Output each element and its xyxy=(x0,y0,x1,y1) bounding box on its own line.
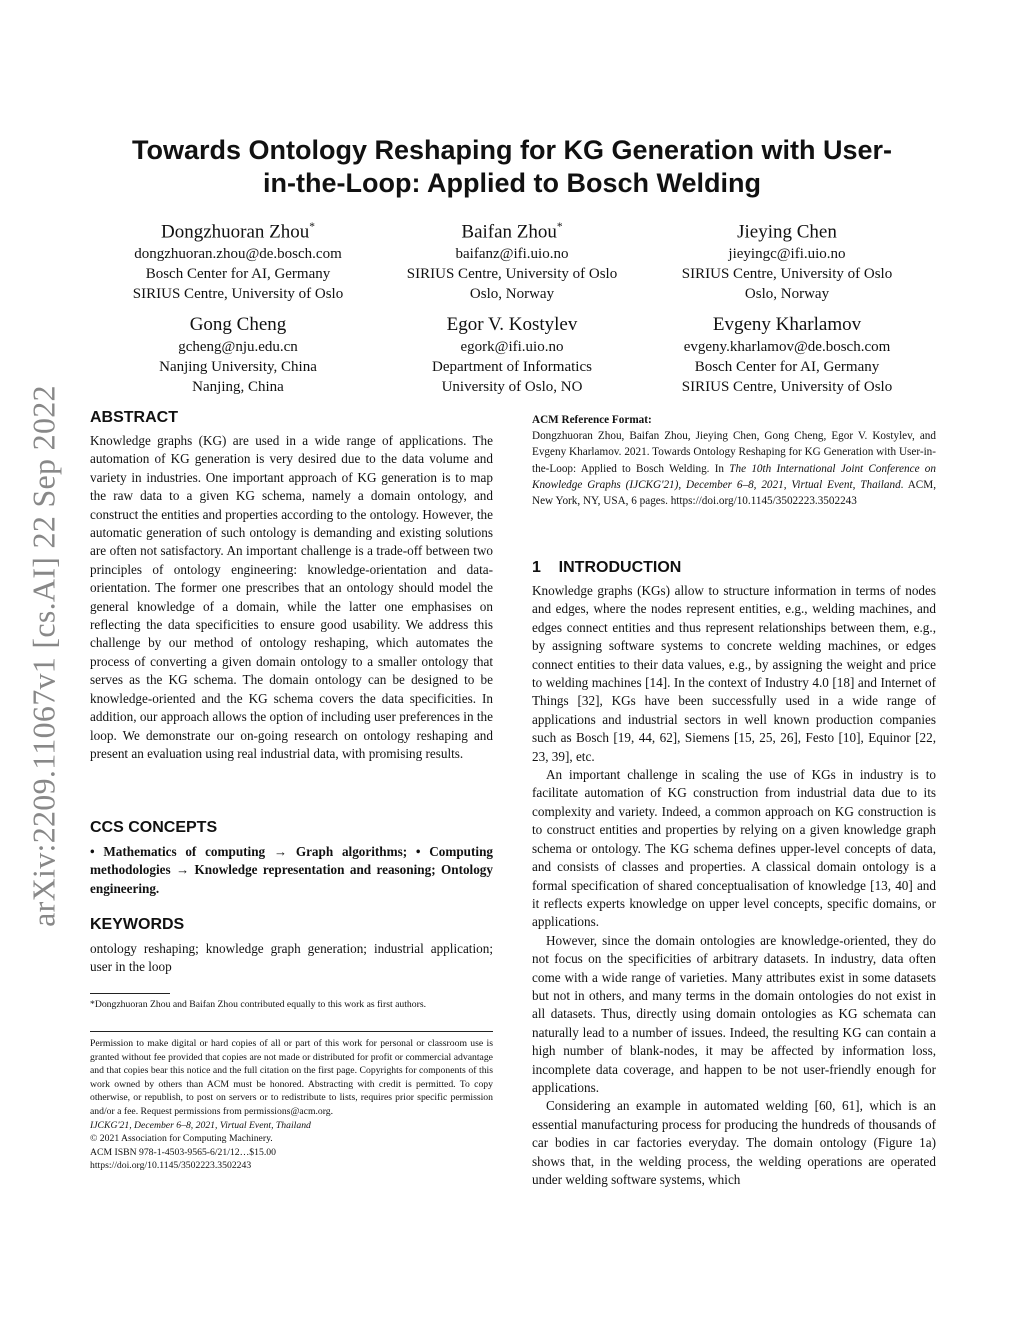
arxiv-stamp: arXiv:2209.11067v1 [cs.AI] 22 Sep 2022 xyxy=(25,385,62,927)
permission-rule xyxy=(90,1031,493,1032)
footnote: *Dongzhuoran Zhou and Baifan Zhou contributed equally to this work as first authors. xyxy=(90,999,427,1010)
author-name: Gong Cheng xyxy=(189,314,287,335)
author-mark: * xyxy=(556,221,563,233)
doi-link[interactable]: https://doi.org/10.1145/3502223.3502243 xyxy=(90,1160,252,1172)
author-block xyxy=(637,215,937,304)
author-name: Egor V. Kostylev xyxy=(446,314,578,335)
author-name: Evgeny Kharlamov xyxy=(712,314,862,335)
ccs-heading: CCS CONCEPTS xyxy=(90,819,218,836)
abstract-heading: ABSTRACT xyxy=(90,409,178,426)
author-affiliation: Oslo, Norway xyxy=(744,286,830,303)
author-block xyxy=(88,313,388,397)
author-affiliation: SIRIUS Centre, University of Oslo xyxy=(681,379,893,395)
author-name: Jieying Chen xyxy=(737,221,837,243)
copyright-line: © 2021 Association for Computing Machinery. xyxy=(90,1133,273,1145)
author-affiliation: Nanjing, China xyxy=(192,379,284,395)
keywords-section xyxy=(90,915,493,977)
permission-text: Permission to make digital or hard copies of all or part of this work for personal or classroom use is granted without fee provided that copies are not made or distributed for profit or commercial advantage and that copies bear this notice and the full citation on the first page. Copyrights for components of this work owned by others than ACM must be honored. Abstracting with credit is permitted. To copy otherwise, or republish, to post on servers or to redistribute to lists, requires prior specific permission and/or a fee. Request permissions from permissions@acm.org. xyxy=(90,1038,493,1117)
author-affiliation: SIRIUS Centre, University of Oslo xyxy=(681,266,893,283)
acm-reference xyxy=(532,412,936,509)
author-name: Dongzhuoran Zhou xyxy=(161,221,310,243)
acm-reference-text: Dongzhuoran Zhou, Baifan Zhou, Jieying Chen, Gong Cheng, Egor V. Kostylev, and Evgeny Kharlamov. 2021. Towards Ontology Reshaping for KG Generation with User-in-the-Loop: Applied to Bosch Welding. In The 10th International Joint Conference on Knowledge Graphs (IJCKG'21), December 6–8, 2021, Virtual Event, Thailand. ACM, New York, NY, USA, 6 pages. https://doi.org/10.1145/3502223.3502243 xyxy=(532,430,937,508)
abstract-section xyxy=(90,408,493,763)
author-affiliation: Department of Informatics xyxy=(432,359,592,375)
venue-line: IJCKG'21, December 6–8, 2021, Virtual Event, Thailand xyxy=(90,1119,311,1131)
author-affiliation: SIRIUS Centre, University of Oslo xyxy=(132,286,344,303)
author-block xyxy=(362,215,662,304)
keywords-text: ontology reshaping; knowledge graph generation; industrial application; user in the loop xyxy=(90,941,493,975)
keywords-heading: KEYWORDS xyxy=(90,916,185,933)
author-email[interactable]: baifanz@ifi.uio.no xyxy=(455,246,569,263)
intro-paragraph: Considering an example in automated welding [60, 61], which is an essential manufacturing process for producing the hundreds of thousands of car bodies in car factories everyday. The domain ontology (Figure 1a) shows that, in the welding process, the welding operations are operated under welding software systems, which xyxy=(532,1098,936,1187)
author-block xyxy=(362,313,662,397)
footnote-rule xyxy=(90,993,170,994)
author-affiliation: Nanjing University, China xyxy=(159,359,317,375)
author-affiliation: University of Oslo, NO xyxy=(441,379,583,395)
author-email[interactable]: gcheng@nju.edu.cn xyxy=(178,339,298,355)
ccs-text: • Mathematics of computing → Graph algorithms; • Computing methodologies → Knowledge representation and reasoning; Ontology engineering. xyxy=(90,844,493,896)
author-block xyxy=(88,215,388,304)
intro-paragraph: Knowledge graphs (KGs) allow to structure information in terms of nodes and edges, where the nodes represent entities, e.g., welding machines, and edges connect entities and thus represent relationships between them, e.g., by assigning software systems to concrete welding machines, or edges connect entities to their data values, e.g., by assigning the weight and price to welding machines [14]. In the context of Industry 4.0 [18] and Internet of Things [32], KGs have been successfully used in a wide range of applications and industrial sectors in well known production companies such as Bosch [19, 44, 62], Siemens [15, 25, 26], Festo [10], Equinor [22, 23, 39], etc. xyxy=(532,583,936,764)
intro-paragraph: However, since the domain ontologies are knowledge-oriented, they do not focus on the specificities of arbitrary datasets. In industry, data often come with a wide range of varieties. Many attributes exist in some datasets but not in others, and many terms in the domain ontologies do not exist in all datasets. Thus, directly using domain ontologies as KG schemata can naturally lead to a number of issues. Indeed, the resulting KG can contain a high number of blank-nodes, it may be affected by information loss, incomplete data coverage, and happen to be not user-friendly enough for applications. xyxy=(532,932,936,1095)
author-affiliation: Bosch Center for AI, Germany xyxy=(145,266,331,283)
isbn-line: ACM ISBN 978-1-4503-9565-6/21/12…$15.00 xyxy=(90,1146,276,1158)
permission-block xyxy=(90,1037,493,1173)
author-email[interactable]: dongzhuoran.zhou@de.bosch.com xyxy=(134,246,342,263)
author-affiliation: Bosch Center for AI, Germany xyxy=(694,359,880,375)
author-email[interactable]: evgeny.kharlamov@de.bosch.com xyxy=(683,339,891,355)
introduction-section xyxy=(532,558,936,1189)
author-affiliation: Oslo, Norway xyxy=(469,286,555,303)
intro-paragraph: An important challenge in scaling the use of KGs in industry is to facilitate automation of KG construction from industrial data due to its complexity and variety. Indeed, a common approach on KG construction is to construct entities and properties by relying on a given knowledge graph schema or ontology. The KG schema defines upper-level concepts of data, and consists of classes and properties. A classical domain ontology is a formal specification of shared conceptualisation of knowledge [13, 40] and it reflects experts knowledge on upper level concepts, specific domains, or applications. xyxy=(532,767,936,930)
intro-heading: 1 INTRODUCTION xyxy=(532,559,682,576)
author-affiliation: SIRIUS Centre, University of Oslo xyxy=(406,266,618,283)
abstract-text: Knowledge graphs (KG) are used in a wide range of applications. The automation of KG generation is very desired due to the data volume and variety in industries. One important approach of KG generation is to map the raw data to a given KG schema, namely a domain ontology, and construct the entities and properties according to the ontology. However, the automatic generation of such ontology is demanding and existing solutions are often not satisfactory. An important challenge is a trade-off between two principles of ontology engineering: knowledge-orientation and data-orientation. The former one prescribes that an ontology should model the general knowledge of a domain, while the latter one emphasises on reflecting the data specificities to ensure good usability. We address this challenge by our method of ontology reshaping, which automates the process of converting a given domain ontology to a smaller ontology that serves as the KG schema. The domain ontology can be designed to be knowledge-oriented and the KG schema covers the data specificities. In addition, our approach allows the option of including user preferences in the loop. We demonstrate our on-going research on ontology reshaping and present an evaluation using real industrial data, with promising results. xyxy=(90,433,493,761)
author-email[interactable]: egork@ifi.uio.no xyxy=(460,339,564,355)
acm-reference-heading: ACM Reference Format: xyxy=(532,414,652,426)
author-mark: * xyxy=(309,221,315,233)
author-email[interactable]: jieyingc@ifi.uio.no xyxy=(728,246,846,263)
ccs-section xyxy=(90,818,493,898)
author-block xyxy=(637,313,937,397)
paper-title: Towards Ontology Reshaping for KG Generation with User-in-the-Loop: Applied to Bosch Welding xyxy=(131,135,893,198)
author-name: Baifan Zhou xyxy=(461,221,557,243)
